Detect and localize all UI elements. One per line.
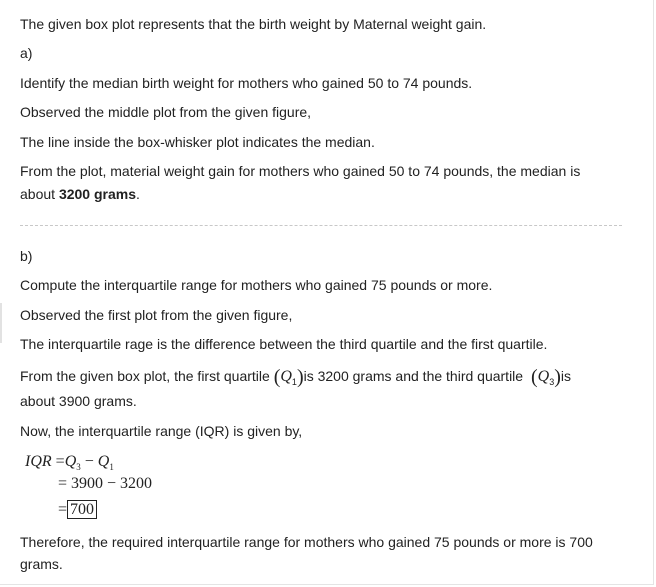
iqr-formula — [25, 452, 114, 473]
q1-subscript: 1 — [291, 377, 297, 387]
part-a-conclusion-line2 — [20, 184, 140, 204]
iqr-step1: = 3900 − 3200 — [58, 475, 153, 492]
formula-q1-sub: 1 — [109, 462, 114, 472]
section-divider — [20, 225, 622, 226]
part-b-label: b) — [20, 248, 33, 264]
part-b-observe: Observed the first plot from the given figure, — [20, 307, 293, 323]
part-b-quartiles-line1 — [20, 366, 571, 388]
formula-q3: Q — [64, 453, 77, 470]
open-paren: ( — [273, 366, 281, 388]
side-scroll-marker — [0, 303, 2, 343]
part-a-conclusion-line1: From the plot, material weight gain for mothers who gained 50 to 74 pounds, the median is — [20, 163, 581, 179]
iqr-symbol: IQR — [25, 453, 52, 470]
step2-equals: = — [58, 501, 68, 518]
median-answer: 3200 grams — [58, 186, 136, 202]
final-line1: Therefore, the required interquartile range for mothers who gained 75 pounds or more is 700 — [20, 534, 593, 550]
iqr-result-box: 700 — [67, 500, 97, 519]
q3-symbol: Q — [537, 368, 550, 385]
part-b-iqr-intro: Now, the interquartile range (IQR) is given by, — [20, 423, 303, 439]
part-a-task: Identify the median birth weight for mothers who gained 50 to 74 pounds. — [20, 75, 473, 91]
close-paren: ) — [296, 366, 304, 388]
intro-text: The given box plot represents that the birth weight by Maternal weight gain. — [20, 16, 487, 32]
formula-q1: Q — [97, 453, 110, 470]
iqr-step2 — [58, 500, 97, 520]
formula-minus: − — [84, 453, 94, 470]
quartiles-text-3: is — [560, 368, 572, 384]
part-a-observe: Observed the middle plot from the given figure, — [20, 104, 312, 120]
formula-equals: = — [55, 453, 65, 470]
formula-q3-sub: 3 — [76, 462, 81, 472]
final-line2: grams. — [20, 556, 63, 572]
part-b-definition: The interquartile rage is the difference between the third quartile and the first quartile. — [20, 336, 548, 352]
part-b-quartiles-line2: about 3900 grams. — [20, 393, 137, 409]
quartiles-text-2: is 3200 grams and the third quartile — [303, 368, 524, 384]
conclusion-prefix: about — [20, 186, 59, 202]
close-paren-2: ) — [554, 366, 561, 388]
quartiles-text-1: From the given box plot, the first quartile — [20, 368, 270, 384]
part-a-explain: The line inside the box-whisker plot indicates the median. — [20, 134, 375, 150]
conclusion-suffix: . — [136, 186, 140, 202]
part-b-task: Compute the interquartile range for mothers who gained 75 pounds or more. — [20, 277, 493, 293]
q1-symbol: Q — [280, 368, 292, 385]
open-paren-2: ( — [530, 366, 538, 388]
q3-subscript: 3 — [549, 377, 555, 387]
part-a-label: a) — [20, 45, 33, 61]
